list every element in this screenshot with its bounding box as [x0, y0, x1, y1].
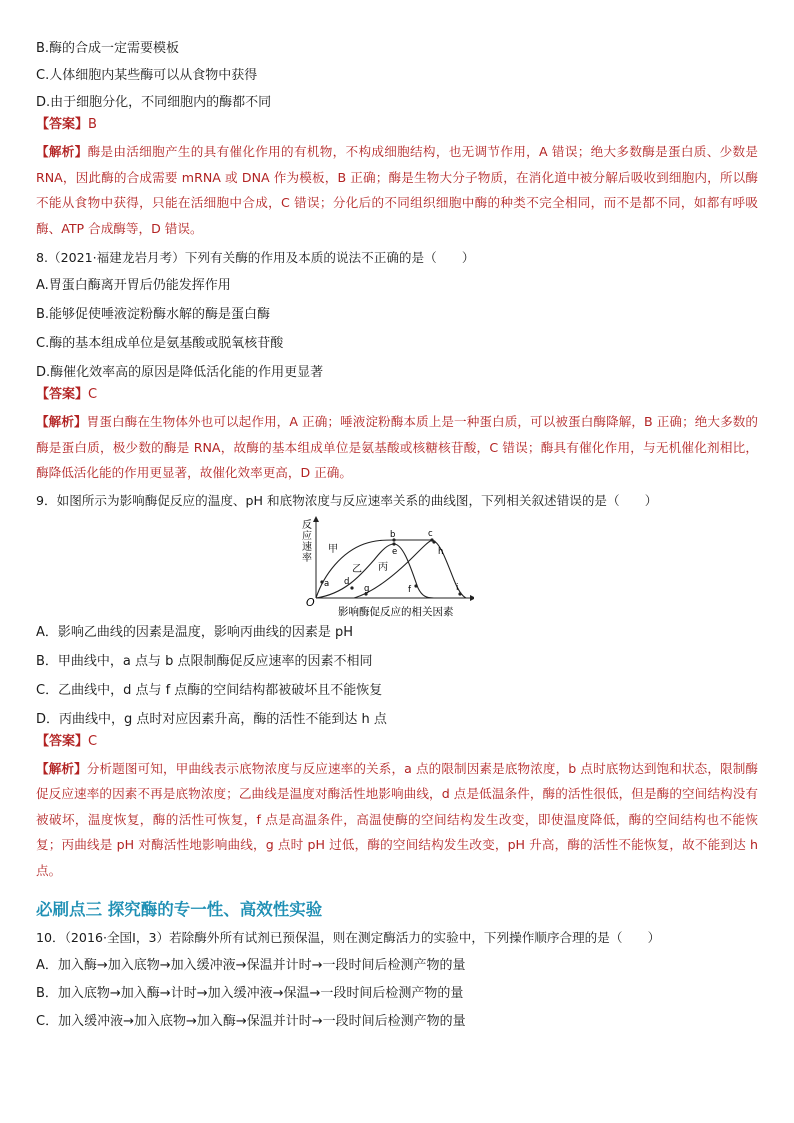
y-axis-label-char: 率: [302, 552, 312, 564]
q10-option-c: C．加入缓冲液→加入底物→加入酶→保温并计时→一段时间后检测产物的量: [36, 1014, 466, 1029]
q8-option-c: C.酶的基本组成单位是氨基酸或脱氧核苷酸: [36, 336, 284, 351]
point-i: i: [456, 582, 459, 593]
point-a: a: [324, 578, 330, 589]
explanation-tag: 【解析】: [36, 760, 87, 776]
q7-answer: [36, 116, 758, 134]
answer-value: B: [88, 117, 97, 132]
y-axis-label-char: 速: [302, 541, 312, 553]
point-f-dot: [414, 584, 417, 587]
y-axis-arrow: [313, 516, 319, 522]
page: [36, 40, 758, 1040]
origin-label: O: [306, 595, 315, 609]
explanation-tag: 【解析】: [36, 414, 87, 429]
section-title: 必刷点三 探究酶的专一性、高效性实验: [36, 900, 323, 919]
q8-option-b: B.能够促使唾液淀粉酶水解的酶是蛋白酶: [36, 307, 271, 322]
q8-explanation: [36, 409, 758, 486]
q10-option-a: A．加入酶→加入底物→加入缓冲液→保温并计时→一段时间后检测产物的量: [36, 958, 466, 973]
x-axis-label: 影响酶促反应的相关因素: [338, 605, 454, 618]
explanation-text: 胃蛋白酶在生物体外也可以起作用，A 正确；唾液淀粉酶本质上是一种蛋白质，可以被蛋白酶降解，B 正确；绝大多数的酶是蛋白质，极少数的酶是 RNA，故酶的基本组成单位是氨基酸或核糖核苷酸，C 错误；酶具有催化作用，与无机催化剂相比，酶降低活化能的作用更显著，故催化效率更高，D 正确。: [36, 414, 759, 480]
q9-stem: 9．如图所示为影响酶促反应的温度、pH 和底物浓度与反应速率关系的曲线图，下列相关叙述错误的是（ ）: [36, 492, 658, 508]
q9-option-b: B．甲曲线中，a 点与 b 点限制酶促反应速率的因素不相同: [36, 653, 373, 669]
point-e: e: [392, 546, 398, 557]
point-g: g: [364, 583, 370, 594]
point-b: b: [390, 529, 396, 540]
point-h-dot: [432, 540, 435, 543]
answer-tag: 【答案】: [36, 733, 89, 749]
q9-option-a: A．影响乙曲线的因素是温度，影响丙曲线的因素是 pH: [36, 624, 354, 640]
q9-explanation: [36, 756, 758, 884]
explanation-tag: 【解析】: [36, 144, 88, 159]
q10-option-b: B．加入底物→加入酶→计时→加入缓冲液→保温→一段时间后检测产物的量: [36, 986, 464, 1001]
q7-explanation: [36, 139, 758, 241]
y-axis-label: [302, 518, 312, 564]
point-f: f: [408, 584, 411, 595]
x-axis-arrow: [470, 595, 474, 601]
y-axis-label-char: 反: [302, 519, 312, 531]
q8-option-a: A.胃蛋白酶离开胃后仍能发挥作用: [36, 278, 231, 293]
y-axis-label-char: 应: [302, 530, 312, 542]
curve-label-yi: 乙: [352, 563, 362, 575]
q8-option-d: D.酶催化效率高的原因是降低活化能的作用更显著: [36, 365, 324, 380]
curve-label-bing: 丙: [378, 561, 388, 573]
point-i-dot: [458, 592, 461, 595]
q9-option-d: D．丙曲线中，g 点时对应因素升高，酶的活性不能到达 h 点: [36, 711, 387, 727]
enzyme-curve-diagram: [294, 516, 474, 620]
explanation-text: 酶是由活细胞产生的具有催化作用的有机物，不构成细胞结构，也无调节作用，A 错误；绝大多数酶是蛋白质、少数是 RNA，因此酶的合成需要 mRNA 或 DNA 作为模板，B 正确；酶是生物大分子物质，在消化道中被分解后吸收到细胞内，所以酶不能从食物中获得，只能在活细胞中合成，C 错误；分化后的不同组织细胞中酶的种类不完全相同，而不是都不同，如都有呼吸酶、ATP 合成酶等，D 错误。: [36, 144, 758, 236]
enzyme-curve-figure: [294, 516, 474, 620]
q9-answer: [36, 733, 758, 751]
q9-option-c: C．乙曲线中，d 点与 f 点酶的空间结构都被破坏且不能恢复: [36, 682, 383, 698]
point-d: d: [344, 576, 350, 587]
point-e-dot: [392, 542, 395, 545]
q10-stem: 10．（2016·全国Ⅰ，3）若除酶外所有试剂已预保温，则在测定酶活力的实验中，下列操作顺序合理的是（ ）: [36, 930, 661, 945]
q7-option-d: D.由于细胞分化，不同细胞内的酶都不同: [36, 95, 272, 110]
q8-answer: [36, 386, 758, 404]
q7-option-c: C.人体细胞内某些酶可以从食物中获得: [36, 68, 258, 83]
curve-label-jia: 甲: [328, 543, 338, 555]
q7-option-b: B.酶的合成一定需要模板: [36, 41, 180, 56]
answer-value: C: [88, 733, 98, 749]
answer-tag: 【答案】: [36, 117, 89, 132]
answer-value: C: [88, 387, 98, 402]
answer-tag: 【答案】: [36, 387, 89, 402]
explanation-text: 分析题图可知，甲曲线表示底物浓度与反应速率的关系，a 点的限制因素是底物浓度，b 点时底物达到饱和状态，限制酶促反应速率的因素不再是底物浓度；乙曲线是温度对酶活性地影响曲线，d 点是低温条件，酶的活性很低，但是酶的空间结构没有被破坏，温度恢复，酶的活性可恢复，f 点是高温条件，高温使酶的空间结构发生改变，即使温度降低，酶的空间结构也不能恢复；丙曲线是 pH 对酶活性地影响曲线，g 点时 pH 过低，酶的空间结构发生改变，pH 升高，酶的活性不能恢复，故不能到达 h 点。: [36, 760, 759, 878]
point-c: c: [428, 528, 433, 539]
q8-stem: 8.（2021·福建龙岩月考）下列有关酶的作用及本质的说法不正确的是（ ）: [36, 250, 475, 265]
point-d-dot: [350, 586, 353, 589]
point-h: h: [438, 546, 444, 557]
